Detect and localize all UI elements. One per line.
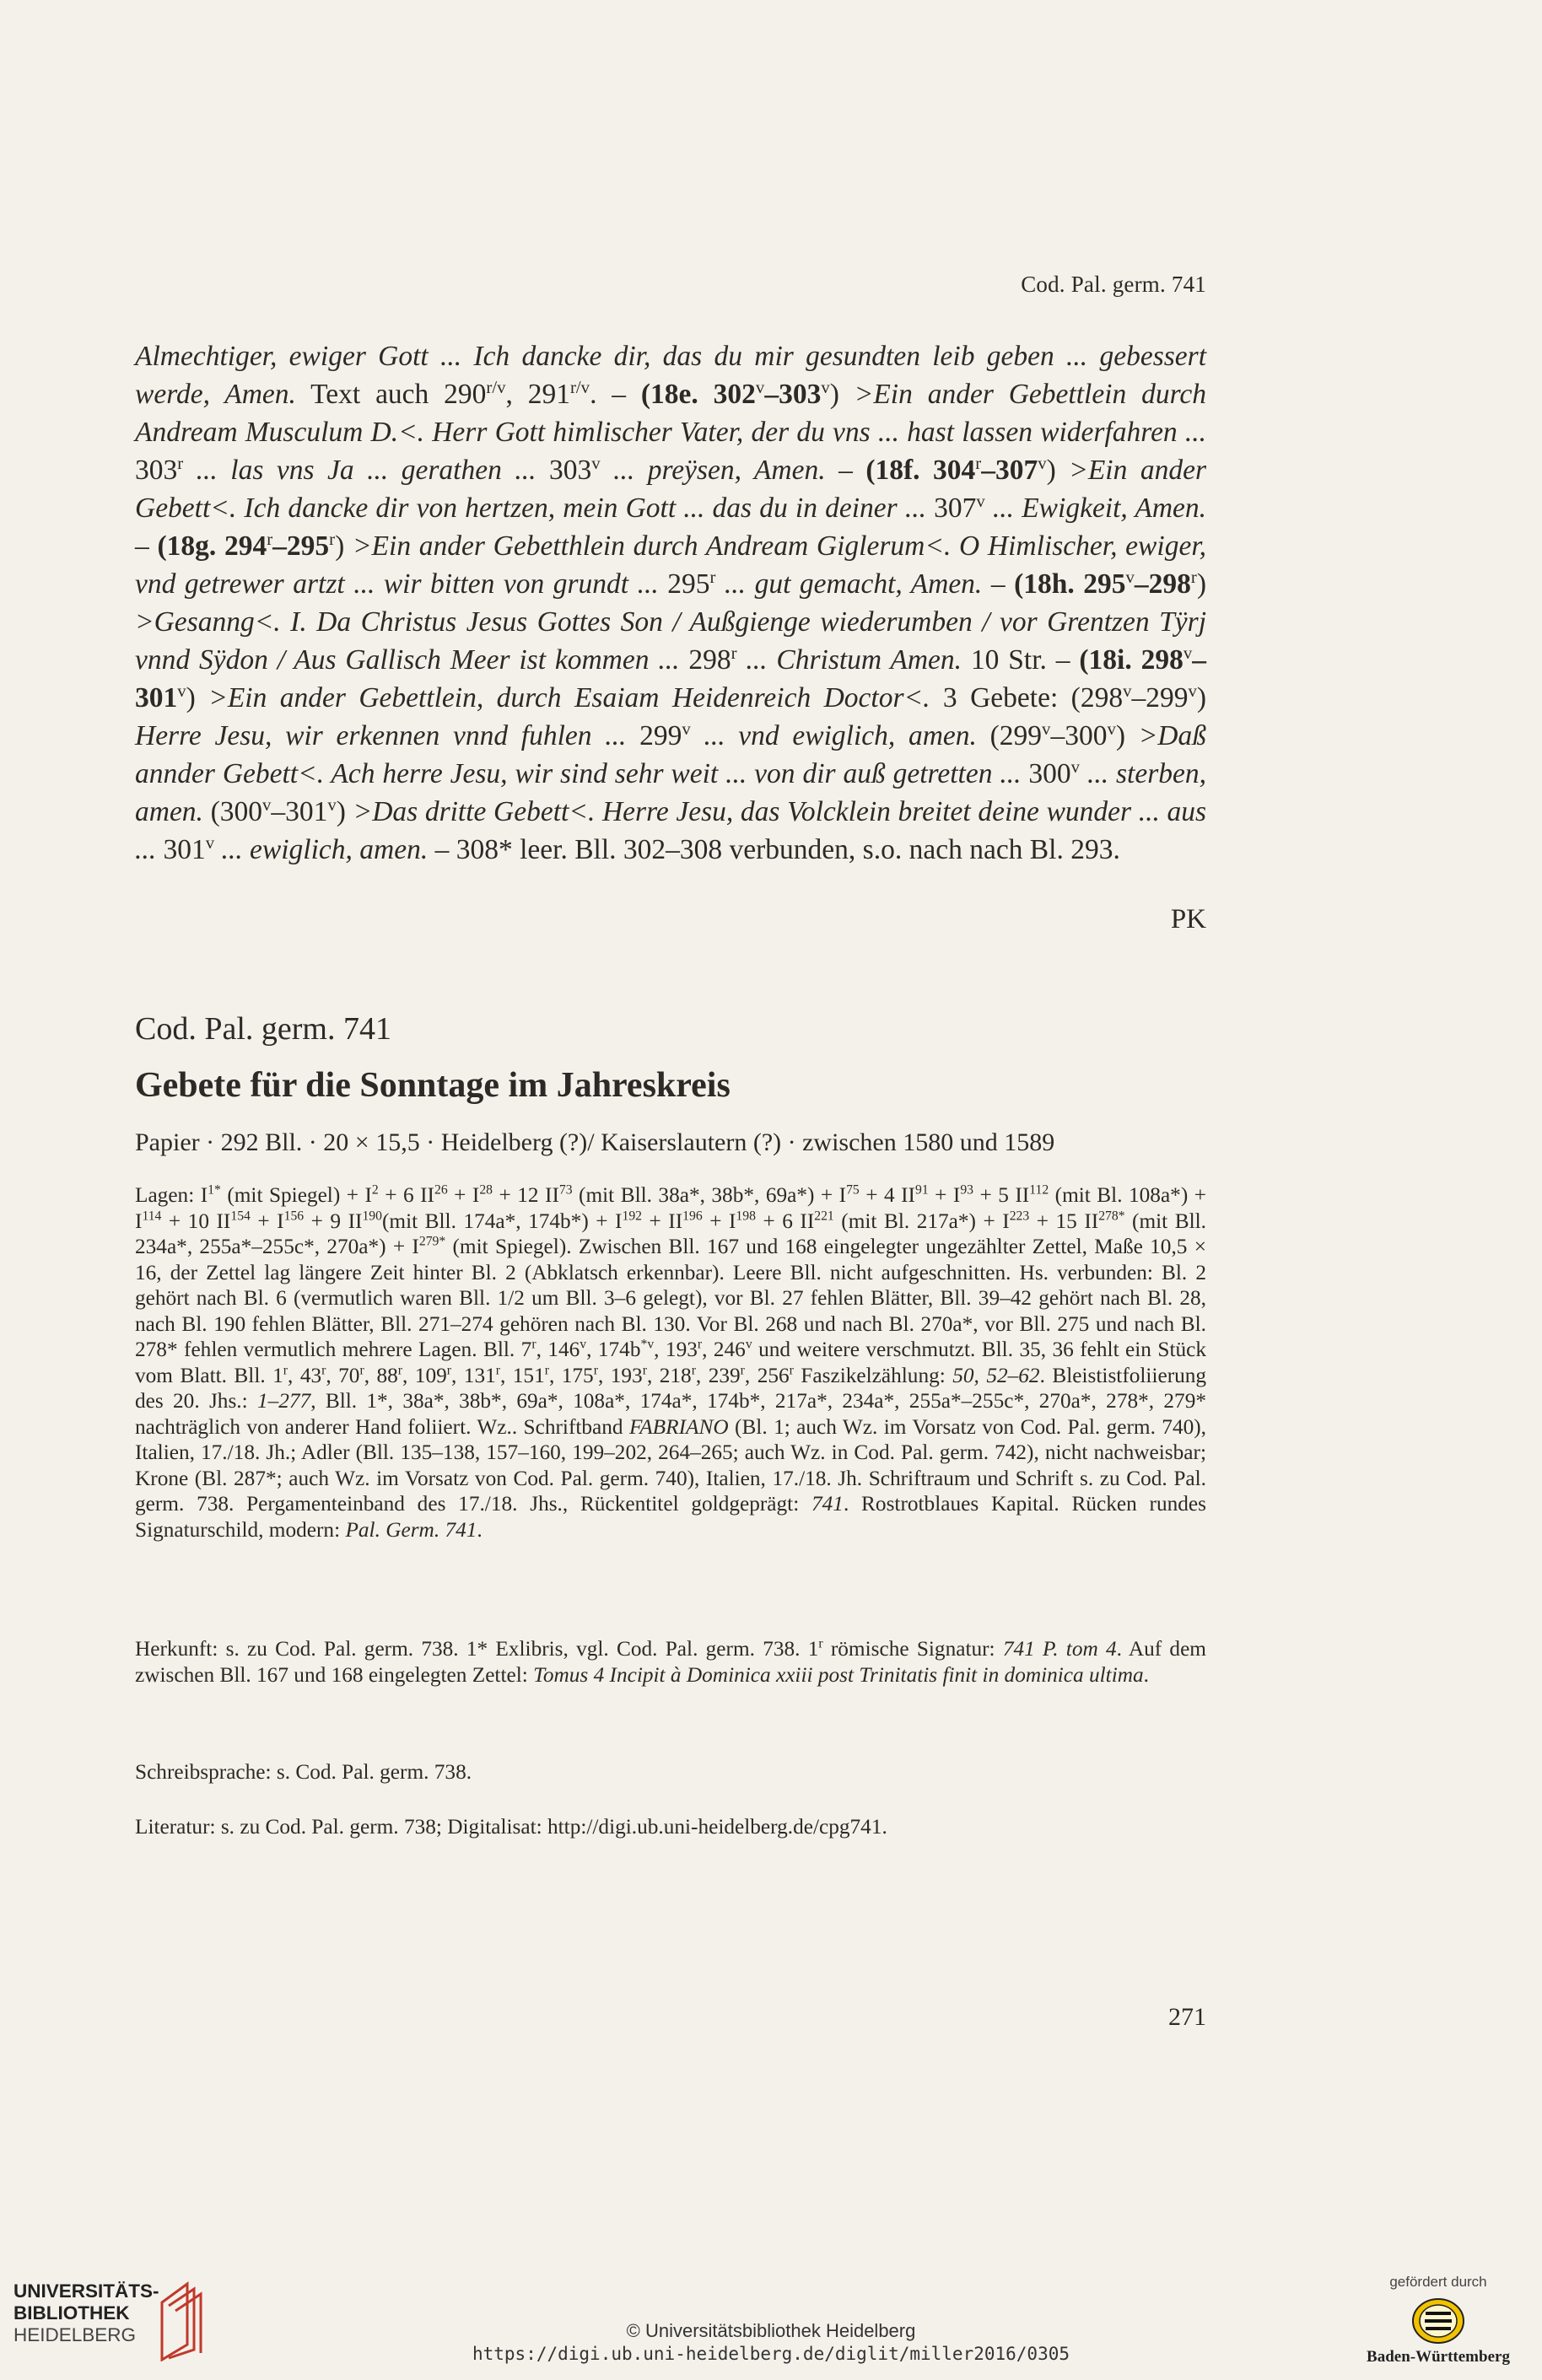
text-run: (mit Bll. 234a*, 255a*–255c*, 270a*) + I (135, 1209, 1206, 1258)
author-initials: PK (1170, 904, 1206, 934)
italic-run: Herre Jesu, wir erkennen vnnd fuhlen ... (135, 720, 640, 751)
text-run: – (982, 568, 1015, 600)
superscript: v (591, 453, 601, 473)
superscript: 2 (371, 1182, 379, 1198)
superscript: r (697, 1337, 703, 1352)
text-run: , 246 (702, 1338, 746, 1361)
text-run: 295 (667, 568, 710, 600)
italic-run: >Ein ander Gebetthlein durch Andream Giglerum<. O Himlischer, ewiger, vnd getrewer artzt ... wir bitten von grundt ... (135, 530, 1207, 600)
text-run: leer. Bll. 302–308 verbunden, s.o. nach nach Bl. 293. (512, 834, 1120, 865)
superscript: r (731, 643, 737, 663)
text-run: ) (1196, 682, 1207, 713)
italic-run: Almechtiger, ewiger Gott ... Ich dancke dir, das du mir gesundten leib geben ... gebessert werde, Amen. (135, 341, 1206, 410)
superscript: 156 (283, 1209, 305, 1224)
text-run: + 5 II (973, 1183, 1030, 1207)
running-head: Cod. Pal. germ. 741 (1021, 272, 1206, 297)
superscript: 93 (960, 1182, 973, 1198)
text-run: + 6 II (755, 1209, 815, 1233)
italic-run: >Das dritte Gebett<. Herre Jesu, das Volcklein breitet deine wunder ... aus ... (135, 796, 1207, 865)
text-run: , 193 (597, 1363, 643, 1387)
page-number: 271 (1168, 2003, 1206, 2031)
superscript: *v (640, 1337, 655, 1352)
text-run: + I (447, 1183, 480, 1207)
text-run: . Auf dem zwischen Bll. 167 und 168 eingelegten Zettel: (135, 1637, 1206, 1687)
superscript: 198 (736, 1209, 756, 1224)
text-run: ) (829, 379, 855, 410)
text-run: . – (590, 379, 641, 410)
text-run: – (135, 530, 158, 562)
superscript: v (1188, 681, 1197, 701)
text-run: 307 (934, 493, 977, 524)
permalink-url[interactable]: https://digi.ub.uni-heidelberg.de/diglit/miller2016/0305 (472, 2344, 1070, 2364)
superscript: 278* (1098, 1209, 1125, 1224)
text-run: + I (928, 1183, 961, 1207)
literature-paragraph: Literatur: s. zu Cod. Pal. germ. 738; Digitalisat: http://digi.ub.uni-heidelberg.de/cpg741. (135, 1815, 887, 1839)
superscript: 196 (682, 1209, 703, 1224)
superscript: v (745, 1337, 752, 1352)
text-run: römische Signatur: (822, 1637, 1003, 1661)
italic-run: ... Christum Amen. (736, 644, 962, 676)
italic-run: ... las vns Ja ... gerathen ... (183, 455, 549, 486)
library-logo-line-2: BIBLIOTHEK (13, 2302, 130, 2323)
superscript: v (755, 377, 765, 397)
superscript: r (642, 1363, 647, 1378)
text-run: + I (250, 1209, 284, 1233)
text-run: , 256 (744, 1363, 790, 1387)
text-run: + 10 II (161, 1209, 231, 1233)
text-run: , 291 (505, 379, 570, 410)
superscript: r (691, 1363, 696, 1378)
previous-entry-text (135, 337, 1206, 869)
superscript: v (327, 794, 337, 815)
text-run: ) (1046, 455, 1070, 486)
superscript: r (740, 1363, 745, 1378)
text-run: . Rostrotblaues Kapital. Rücken rundes Signaturschild, modern: (135, 1492, 1206, 1542)
text-run: , 88 (364, 1363, 398, 1387)
bold-run: (18i. 298 (1079, 644, 1183, 676)
entry-title: Gebete für die Sonntage im Jahreskreis (135, 1066, 731, 1105)
bold-run: –307 (981, 455, 1038, 486)
text-run: + 6 II (378, 1183, 434, 1207)
funding-block (1345, 2274, 1531, 2367)
text-run: + II (642, 1209, 683, 1233)
superscript: v (177, 681, 186, 701)
italic-run: ... vnd ewiglich, amen. (690, 720, 977, 751)
text-run: ) (335, 530, 353, 562)
superscript: 112 (1029, 1182, 1049, 1198)
superscript: r (818, 1636, 823, 1651)
bold-run: (18h. 295 (1014, 568, 1126, 600)
superscript: r (359, 1363, 364, 1378)
superscript: 192 (622, 1209, 642, 1224)
text-run: (mit Spiegel). Zwischen Bll. 167 und 168 eingelegter ungezählter Zettel, Maße 10,5 × 16, der Zettel lag längere Zeit hinter Bl. 2 (Abklatsch erkennbar). Leere Bll. nicht aufgeschnitten. Hs. verbunden: Bl. 2 gehört nach Bl. 6 (vermutlich waren Bll. 1/2 um Bll. 3–6 gelegt), vor Bl. 27 fehlen Blätter, Bll. 39–42 gehört nach Bl. 28, nach Bl. 190 fehlen Blätter, Bll. 271–274 gehören nach Bl. 130. Vor Bl. 268 und nach Bl. 270a*, vor Bll. 275 und nach Bl. 278* fehlen vermutlich mehrere Lagen. Bll. 7 (135, 1235, 1206, 1361)
text-run: 299 (639, 720, 682, 751)
text-run: (mit Spiegel) + I (220, 1183, 372, 1207)
superscript: v (821, 377, 830, 397)
superscript: r (283, 1363, 288, 1378)
superscript: 1* (208, 1182, 221, 1198)
text-run: –300 (1050, 720, 1108, 751)
superscript: 28 (479, 1182, 493, 1198)
superscript: r (397, 1363, 403, 1378)
superscript: r (593, 1363, 598, 1378)
superscript: 26 (434, 1182, 448, 1198)
text-run: (mit Bl. 108a*) + I (135, 1183, 1207, 1233)
superscript: v (205, 832, 215, 853)
funding-label: gefördert durch (1389, 2274, 1487, 2290)
text-run: 301 (163, 834, 206, 865)
baden-wuerttemberg-crest-icon (1411, 2297, 1465, 2345)
text-run: , 146 (536, 1338, 580, 1361)
superscript: r (1190, 567, 1197, 587)
library-logo-line-3: HEIDELBERG (13, 2324, 137, 2345)
text-run: und weitere verschmutzt. Bll. 35, 36 fehlt ein Stück vom Blatt. Bll. 1 (135, 1338, 1207, 1387)
italic-run: 741 P. tom 4 (1002, 1637, 1117, 1661)
text-run: (mit Bll. 174a*, 174b*) + I (381, 1209, 623, 1233)
superscript: 223 (1009, 1209, 1030, 1224)
text-run: Herkunft: s. zu Cod. Pal. germ. 738. 1* Exlibris, vgl. Cod. Pal. germ. 738. 1 (135, 1637, 819, 1661)
text-run: –299 (1131, 682, 1189, 713)
text-run: (299 (976, 720, 1043, 751)
superscript: 75 (846, 1182, 860, 1198)
superscript: v (262, 794, 272, 815)
text-run: Faszikelzählung: (793, 1363, 953, 1387)
superscript: v (976, 491, 985, 511)
text-run: (mit Bl. 217a*) + I (833, 1209, 1010, 1233)
text-run: Lagen: I (135, 1183, 208, 1207)
superscript: 154 (230, 1209, 251, 1224)
text-run: – (825, 455, 866, 486)
italic-run: ... ewiglich, amen. (214, 834, 429, 865)
text-run: 303 (548, 455, 592, 486)
superscript: 279* (418, 1234, 446, 1249)
entry-shelfmark: Cod. Pal. germ. 741 (135, 1011, 391, 1047)
text-run: , Bll. 1*, 38a*, 38b*, 69a*, 108a*, 174a*, 174b*, 217a*, 234a*, 255a*–255c*, 270a*, 278*, 279* nachträglich von anderer Hand foliiert. Wz.. Schriftband (135, 1389, 1206, 1439)
superscript: r (267, 529, 273, 549)
text-run: , 174b (586, 1338, 641, 1361)
text-run: , 175 (548, 1363, 594, 1387)
text-run: ) (1196, 568, 1206, 600)
text-run: , 218 (646, 1363, 692, 1387)
text-run: 300 (1028, 758, 1071, 789)
italic-run: ... gut gemacht, Amen. (715, 568, 983, 600)
text-run: ) (336, 796, 353, 827)
superscript: 190 (362, 1209, 382, 1224)
italic-run: ... preÿsen, Amen. (600, 455, 826, 486)
superscript: v (682, 719, 691, 739)
text-run: – 308* (428, 834, 513, 865)
superscript: r (544, 1363, 549, 1378)
italic-run: >Ein ander Gebettlein durch Andream Musculum D.<. Herr Gott himlischer Vater, der du vns ... hast lassen widerfahren ... (135, 379, 1207, 448)
text-run: , 151 (499, 1363, 545, 1387)
superscript: v (1183, 643, 1193, 663)
text-run: + 9 II (304, 1209, 363, 1233)
library-logo-line-1: UNIVERSITÄTS- (13, 2280, 159, 2302)
italic-run: 741 (811, 1492, 844, 1516)
italic-run: >Ein ander Gebett<. Ich dancke dir von hertzen, mein Gott ... das du in deiner ... (135, 455, 1207, 524)
italic-run: 1–277 (256, 1389, 311, 1413)
superscript: v (1123, 681, 1132, 701)
bold-run: –303 (764, 379, 822, 410)
text-run: . (477, 1517, 483, 1542)
text-run: –301 (271, 796, 328, 827)
text-run: , 239 (695, 1363, 741, 1387)
text-run: , 109 (402, 1363, 447, 1387)
italic-run: >Gesanng<. I. Da Christus Jesus Gottes Son / Außgienge wiederumben / vor Grentzen Tÿrj vnnd Sÿdon / Aus Gallisch Meer ist kommen ... (135, 606, 1206, 676)
text-run: . (1143, 1662, 1149, 1687)
bold-run: –298 (1134, 568, 1191, 600)
italic-run: FABRIANO (629, 1414, 729, 1439)
text-run: + I (702, 1209, 736, 1233)
text-run: + 15 II (1029, 1209, 1099, 1233)
text-run: , 193 (654, 1338, 698, 1361)
superscript: v (580, 1337, 587, 1352)
superscript: v (1107, 719, 1116, 739)
text-run: . Bleististfoliierung des 20. Jhs.: (135, 1363, 1207, 1413)
superscript: v (1070, 757, 1081, 777)
italic-run: ... Ewigkeit, Amen. (984, 493, 1207, 524)
superscript: r/v (569, 377, 590, 397)
physical-description: Papier · 292 Bll. · 20 × 15,5 · Heidelberg (?)/ Kaiserslautern (?) · zwischen 1580 und 1589 (135, 1128, 1055, 1156)
superscript: r (975, 453, 982, 473)
superscript: 73 (558, 1182, 573, 1198)
text-run: , 70 (326, 1363, 360, 1387)
text-run: , 43 (288, 1363, 322, 1387)
italic-run: ... sterben, amen. (135, 758, 1206, 827)
bold-run: (18f. 304 (865, 455, 976, 486)
italic-run: Tomus 4 Incipit à Dominica xxiii post Trinitatis finit in dominica ultima (533, 1662, 1144, 1687)
text-run: 10 Str. – (962, 644, 1080, 676)
superscript: r (495, 1363, 500, 1378)
italic-run: Pal. Germ. 741 (345, 1517, 477, 1542)
text-run: 3 Gebete: (298 (930, 682, 1124, 713)
italic-run: 50, 52–62 (952, 1363, 1040, 1387)
superscript: r (789, 1363, 794, 1378)
text-run: (mit Bll. 38a*, 38b*, 69a*) + I (572, 1183, 847, 1207)
text-run: (300 (202, 796, 262, 827)
text-run: Text auch 290 (295, 379, 487, 410)
text-run: + 12 II (493, 1183, 559, 1207)
superscript: r/v (486, 377, 506, 397)
superscript: 221 (814, 1209, 834, 1224)
superscript: r (177, 453, 184, 473)
language-paragraph: Schreibsprache: s. Cod. Pal. germ. 738. (135, 1760, 472, 1784)
superscript: 114 (142, 1209, 162, 1224)
superscript: r (531, 1337, 536, 1352)
italic-run: >Daß annder Gebett<. Ach herre Jesu, wir sind sehr weit ... von dir auß getretten ... (135, 720, 1207, 789)
superscript: r (709, 567, 716, 587)
bold-run: (18e. 302 (640, 379, 756, 410)
superscript: v (1125, 567, 1135, 587)
italic-run: >Ein ander Gebettlein, durch Esaiam Heidenreich Doctor<. (208, 682, 930, 713)
text-run: + 4 II (859, 1183, 915, 1207)
bold-run: (18g. 294 (157, 530, 267, 562)
text-run: , 131 (451, 1363, 496, 1387)
superscript: r (321, 1363, 326, 1378)
superscript: v (1042, 719, 1051, 739)
text-run: (Bl. 1; auch Wz. im Vorsatz von Cod. Pal. germ. 740), Italien, 17./18. Jh.; Adler (Bll. 135–138, 157–160, 199–202, 264–265; auch Wz. in Cod. Pal. germ. 742), nicht nachweisbar; Krone (Bl. 287*; auch Wz. im Vorsatz von Cod. Pal. germ. 740), Italien, 17./18. Jh. Schriftraum und Schrift s. zu Cod. Pal. germ. 738. Pergamenteinband des 17./18. Jhs., Rückentitel goldgeprägt: (135, 1414, 1207, 1516)
superscript: v (1038, 453, 1047, 473)
collation-paragraph (135, 1182, 1206, 1543)
provenance-paragraph (135, 1636, 1206, 1688)
funder-name: Baden-Württemberg (1367, 2348, 1510, 2366)
bold-run: –301 (135, 644, 1207, 713)
bold-run: –295 (272, 530, 330, 562)
superscript: r (329, 529, 336, 549)
copyright-notice: © Universitätsbibliothek Heidelberg (626, 2320, 916, 2341)
superscript: r (446, 1363, 451, 1378)
text-run: 298 (688, 644, 731, 676)
superscript: 91 (914, 1182, 929, 1198)
text-run: 303 (135, 455, 178, 486)
text-run: ) (186, 682, 209, 713)
text-run: ) (1115, 720, 1139, 751)
